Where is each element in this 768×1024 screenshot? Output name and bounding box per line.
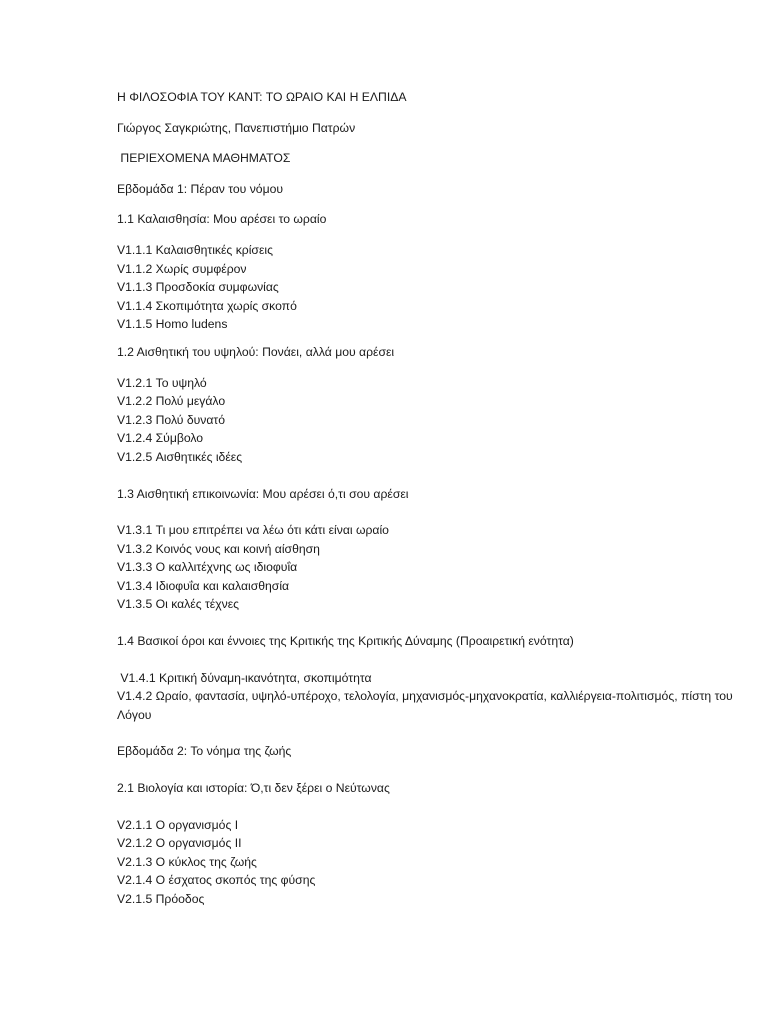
list-item: V2.1.3 Ο κύκλος της ζωής [117, 854, 257, 869]
section-1-4-heading: 1.4 Βασικοί όροι και έννοιες της Κριτικής της Κριτικής Δύναμης (Προαιρετική ενότητα) [117, 634, 574, 649]
week-1-title: Εβδομάδα 1: Πέραν του νόμου [117, 181, 284, 196]
section-1-3-heading: 1.3 Αισθητική επικοινωνία: Μου αρέσει ό,τι σου αρέσει [117, 486, 409, 501]
list-item: V1.1.1 Καλαισθητικές κρίσεις [117, 242, 273, 257]
list-item: V1.3.1 Τι μου επιτρέπει να λέω ότι κάτι είναι ωραίο [117, 523, 389, 538]
week-2-title: Εβδομάδα 2: Το νόημα της ζωής [117, 744, 292, 759]
list-item: V1.1.4 Σκοπιμότητα χωρίς σκοπό [117, 298, 297, 313]
list-item: V1.2.3 Πολύ δυνατό [117, 412, 226, 427]
list-item: V1.2.4 Σύμβολο [117, 431, 204, 446]
list-item: V1.3.4 Ιδιοφυΐα και καλαισθησία [117, 578, 290, 593]
list-item: V1.1.5 Homo ludens [117, 317, 228, 332]
list-item: V1.2.2 Πολύ μεγάλο [117, 394, 226, 409]
list-item: V2.1.2 Ο οργανισμός ΙΙ [117, 836, 242, 851]
document-page [117, 88, 737, 909]
list-item: V1.4.1 Κριτική δύναμη-ικανότητα, σκοπιμότητα [117, 670, 372, 685]
section-1-1-heading: 1.1 Καλαισθησία: Μου αρέσει το ωραίο [117, 212, 327, 227]
section-2-1-heading: 2.1 Βιολογία και ιστορία: Ό,τι δεν ξέρει ο Νεύτωνας [117, 781, 390, 796]
list-item: V1.2.1 Το υψηλό [117, 375, 207, 390]
list-item: V2.1.4 Ο έσχατος σκοπός της φύσης [117, 873, 316, 888]
document-title: Η ΦΙΛΟΣΟΦΙΑ ΤΟΥ ΚΑΝΤ: ΤΟ ΩΡΑΙΟ ΚΑΙ Η ΕΛΠΙΔΑ [117, 90, 407, 104]
list-item: V1.3.2 Κοινός νους και κοινή αίσθηση [117, 541, 320, 556]
list-item: V1.3.5 Οι καλές τέχνες [117, 597, 240, 612]
document-author: Γιώργος Σαγκριώτης, Πανεπιστήμιο Πατρών [117, 120, 356, 135]
list-item: V1.4.2 Ωραίο, φαντασία, υψηλό-υπέροχο, τελολογία, μηχανισμός-μηχανοκρατία, καλλιέργεια-πολιτισμός, πίστη του Λόγου [117, 689, 733, 722]
section-1-2-heading: 1.2 Αισθητική του υψηλού: Πονάει, αλλά μου αρέσει [117, 344, 395, 359]
list-item: V2.1.5 Πρόοδος [117, 892, 205, 906]
list-item: V1.1.2 Χωρίς συμφέρον [117, 261, 247, 276]
list-item: V1.2.5 Αισθητικές ιδέες [117, 449, 243, 464]
list-item: V1.1.3 Προσδοκία συμφωνίας [117, 280, 279, 295]
contents-heading: ΠΕΡΙΕΧΟΜΕΝΑ ΜΑΘΗΜΑΤΟΣ [117, 151, 291, 166]
list-item: V2.1.1 Ο οργανισμός Ι [117, 817, 239, 832]
list-item: V1.3.3 Ο καλλιτέχνης ως ιδιοφυΐα [117, 560, 298, 575]
